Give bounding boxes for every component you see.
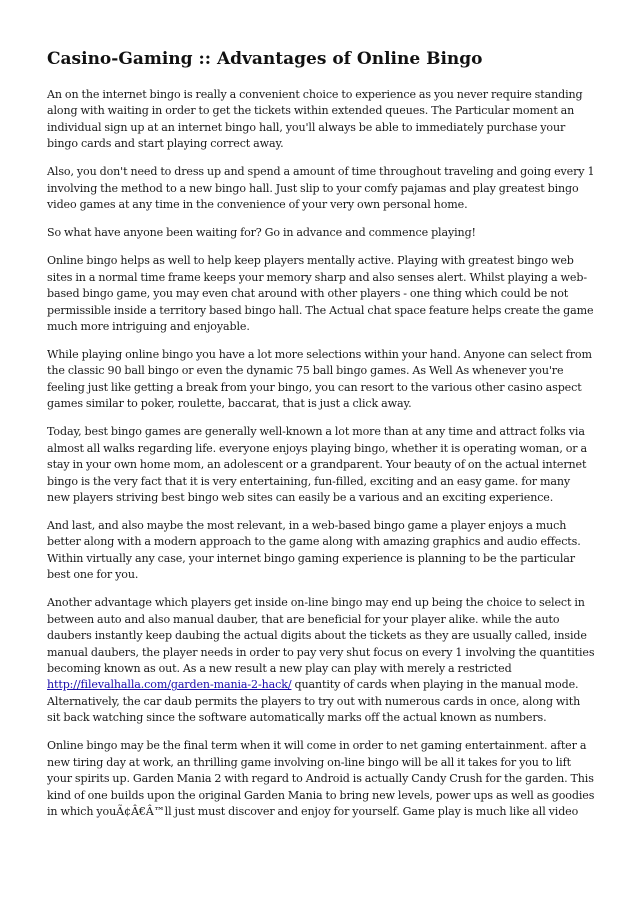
paragraph-mental-activity: Online bingo helps as well to help keep players mentally active. Playing with greatest bingo web sites in a normal time frame keeps your memory sharp and also senses alert. Whilst playing a web-based bingo game, you may even chat around with other players - one thing which could be not permissible inside a territory based bingo hall. The Actual chat space feature helps create the game much more intriguing and enjoyable.: [47, 254, 594, 333]
paragraph-daubers-text-before: Another advantage which players get inside on-line bingo may end up being the choice to select in between auto and also manual dauber, that are beneficial for your player alike. while the auto daubers instantly keep daubing the actual digits about the tickets as they are usually called, inside manual daubers, the player needs in order to pay very shut focus on every 1 involving the quantities becoming known as out. As a new result a new play can play with merely a restricted: [47, 596, 595, 675]
document-title: Casino-Gaming :: Advantages of Online Bingo: [47, 49, 483, 69]
paragraph-selections: While playing online bingo you have a lot more selections within your hand. Anyone can select from the classic 90 ball bingo or even the dynamic 75 ball bingo games. As Well As whenever you're feeling just like getting a break from your bingo, you can resort to the various other casino aspect games similar to poker, roulette, baccarat, that is just a click away.: [47, 348, 592, 411]
paragraph-call-to-action: So what have anyone been waiting for? Go in advance and commence playing!: [47, 226, 476, 240]
paragraph-popularity: Today, best bingo games are generally well-known a lot more than at any time and attract folks via almost all walks regarding life. everyone enjoys playing bingo, whether it is operating woman, or a stay in your own home mom, an adolescent or a grandparent. Your beauty of on the actual internet bingo is the very fact that it is very entertaining, fun-filled, exciting and an easy game. for many new players striving best bingo web sites can easily be a various and an exciting experience.: [47, 425, 587, 504]
paragraph-daubers-text-after: quantity of cards when playing in the manual mode. Alternatively, the car daub permits the players to try out with numerous cards in once, along with sit back watching since the software automatically marks off the actual known as numbers.: [47, 678, 581, 725]
garden-mania-link[interactable]: http://filevalhalla.com/garden-mania-2-hack/: [47, 678, 292, 692]
paragraph-daubers: [47, 595, 595, 726]
paragraph-convenience: Also, you don't need to dress up and spend a amount of time throughout traveling and going every 1 involving the method to a new bingo hall. Just slip to your comfy pajamas and play greatest bingo video games at any time in the convenience of your very own personal home.: [47, 165, 595, 212]
document-page: [47, 48, 595, 832]
paragraph-graphics: And last, and also maybe the most relevant, in a web-based bingo game a player enjoys a much better along with a modern approach to the game along with amazing graphics and audio effects. Within virtually any case, your internet bingo gaming experience is planning to be the particular best one for you.: [47, 519, 581, 582]
paragraph-entertainment: Online bingo may be the final term when it will come in order to net gaming entertainment. after a new tiring day at work, an thrilling game involving on-line bingo will be all it takes for you to lift your spirits up. Garden Mania 2 with regard to Android is actually Candy Crush for the garden. This kind of one builds upon the original Garden Mania to bring new levels, power ups as well as goodies in which youÃ¢Â€Â™ll just must discover and enjoy for yourself. Game play is much like all video: [47, 739, 595, 818]
paragraph-intro: An on the internet bingo is really a convenient choice to experience as you never require standing along with waiting in order to get the tickets within extended queues. The Particular moment an individual sign up at an internet bingo hall, you'll always be able to immediately purchase your bingo cards and start playing correct away.: [47, 88, 583, 151]
